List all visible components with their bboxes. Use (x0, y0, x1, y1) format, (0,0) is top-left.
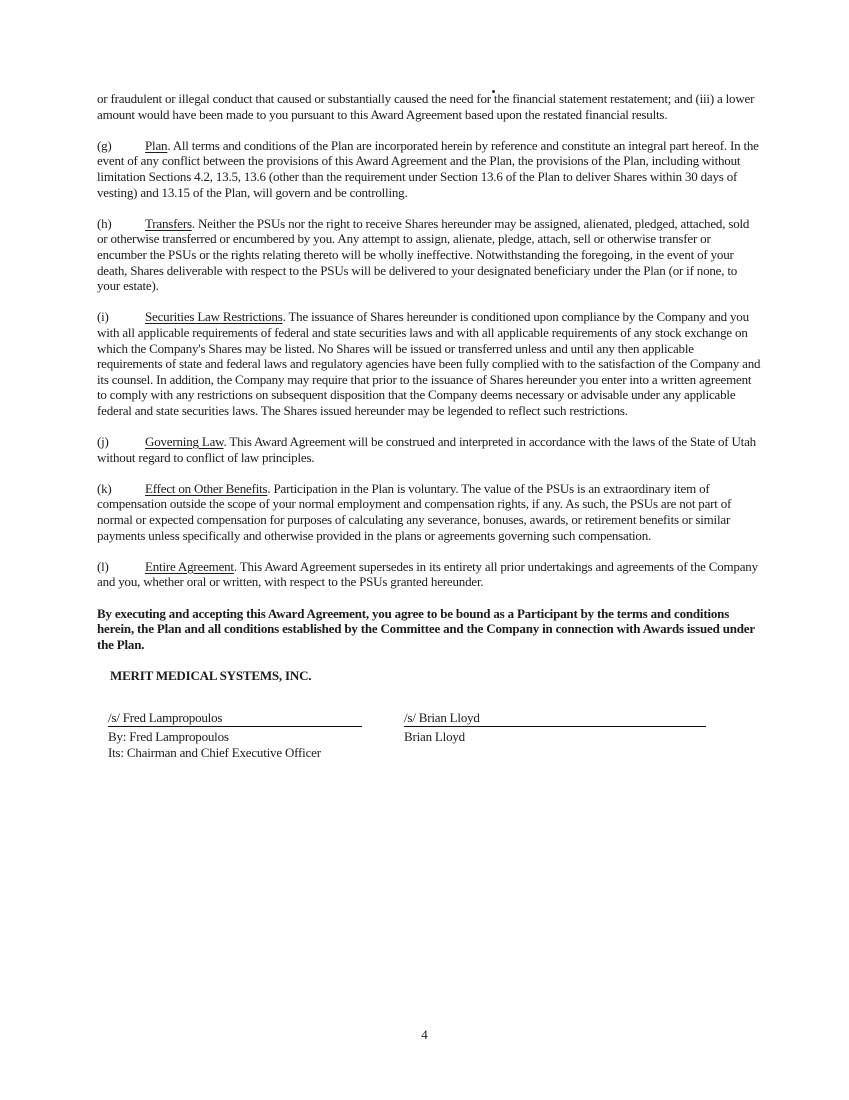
section-label-k: (k) (97, 480, 112, 496)
signature-name-line: Brian Lloyd (404, 729, 465, 745)
section-paragraph-l (97, 559, 761, 590)
signature-by-line: By: Fred Lampropoulos (108, 729, 229, 745)
signature-column-participant (404, 710, 761, 761)
section-heading-g: Plan (145, 137, 168, 153)
section-body-i: . The issuance of Shares hereunder is conditioned upon compliance by the Company and you with all applicable requirements of federal and state securities laws and with all applicable requirements of any stock exchange on which the Company's Shares may be listed. No Shares will be issued or transferred unless and until any then applicable requirements of state and federal laws and regulatory agencies have been fully complied with to the satisfaction of the Company and its counsel. In addition, the Company may require that prior to the issuance of Shares hereunder you enter into a written agreement to comply with any restrictions on subsequent disposition that the Company deems necessary or advisable under any applicable federal and state securities laws. The Shares issued hereunder may be legended to reflect such restrictions. (97, 309, 761, 418)
company-name: MERIT MEDICAL SYSTEMS, INC. (110, 667, 312, 683)
signature-column-company (108, 710, 404, 761)
section-label-g: (g) (97, 137, 112, 153)
section-heading-l: Entire Agreement (145, 558, 234, 574)
section-paragraph-g (97, 138, 761, 200)
section-paragraph-k (97, 481, 761, 543)
section-heading-k: Effect on Other Benefits (145, 480, 268, 496)
section-body-l: . This Award Agreement supersedes in its entirety all prior undertakings and agreements of the Company and you, whether oral or written, with respect to the PSUs granted hereunder. (97, 558, 758, 590)
section-label-j: (j) (97, 434, 109, 450)
document-content (97, 91, 761, 760)
section-label-l: (l) (97, 558, 109, 574)
section-heading-i: Securities Law Restrictions (145, 309, 283, 325)
signature-line-right: /s/ Brian Lloyd (404, 710, 706, 728)
section-paragraph-h (97, 216, 761, 294)
section-body-k: . Participation in the Plan is voluntary. The value of the PSUs is an extraordinary item of compensation outside the scope of your normal employment and compensation rights, if any. As such, the PSUs are not part of normal or expected compensation for purposes of calculating any severance, bonuses, awards, or retirement benefits or similar payments unless specifically and otherwise provided in the plans or agreements governing such compensation. (97, 480, 732, 543)
page-number: 4 (421, 1027, 428, 1042)
acceptance-paragraph: By executing and accepting this Award Agreement, you agree to be bound as a Participant by the terms and conditions herein, the Plan and all conditions established by the Committee and the Company in connection with Awards issued under the Plan. (97, 605, 755, 652)
intro-paragraph: or fraudulent or illegal conduct that caused or substantially caused the need for the financial statement restatement; and (iii) a lower amount would have been made to you pursuant to this Award Agreement based upon the restated financial results. (97, 91, 755, 122)
section-paragraph-i (97, 309, 761, 418)
section-heading-h: Transfers (145, 215, 192, 231)
section-label-i: (i) (97, 309, 109, 325)
section-label-h: (h) (97, 215, 112, 231)
section-body-j: . This Award Agreement will be construed and interpreted in accordance with the laws of the State of Utah without regard to conflict of law principles. (97, 434, 756, 465)
signature-line-left: /s/ Fred Lampropoulos (108, 710, 362, 728)
section-body-g: . All terms and conditions of the Plan are incorporated herein by reference and constitute an integral part hereof. In the event of any conflict between the provisions of this Award Agreement and the Plan, the provisions of the Plan, including without limitation Sections 4.2, 13.5, 13.6 (other than the requirement under Section 13.6 of the Plan to deliver Shares within 30 days of vesting) and 13.15 of the Plan, will govern and be controlling. (97, 137, 759, 200)
section-body-h: . Neither the PSUs nor the right to receive Shares hereunder may be assigned, alienated, pledged, attached, sold or otherwise transferred or encumbered by you. Any attempt to assign, alienate, pledge, attach, sell or otherwise transfer or encumber the PSUs or the rights relating thereto will be wholly ineffective. Notwithstanding the foregoing, in the event of your death, Shares deliverable with respect to the PSUs will be delivered to your designated beneficiary under the Plan (or if none, to your estate). (97, 215, 750, 294)
signature-block (108, 710, 761, 761)
section-heading-j: Governing Law (145, 434, 224, 450)
signature-title-line: Its: Chairman and Chief Executive Officer (108, 744, 321, 760)
section-paragraph-j (97, 434, 761, 465)
